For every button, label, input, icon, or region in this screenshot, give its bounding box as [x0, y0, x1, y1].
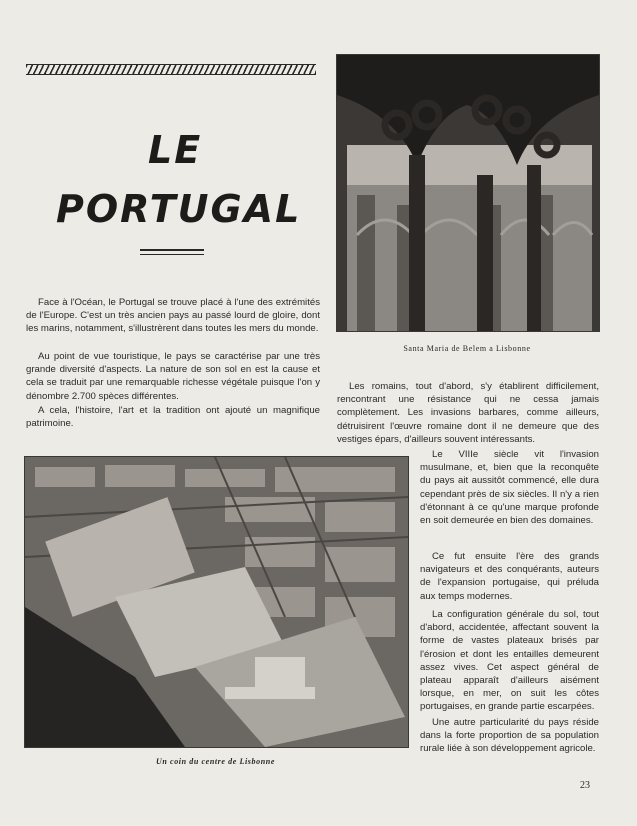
intro-paragraph-1: Face à l'Océan, le Portugal se trouve placé à l'une des extrémités de l'Europe. C'est un très ancien pays au passé lourd de gloire, dont les marins, notamment, s'illustrèrent dans toutes les mers du monde.	[26, 297, 320, 335]
body-paragraph-terrain: La configuration générale du sol, tout d'abord, accidentée, affectant souvent la forme de vastes plateaux brisés par l'érosion et dont les entailles demeurent assez vives. Cet aspect général de plateau apparaît d'ailleurs aisément lorsque, en mer, on suit les côtes portugaises, en grande partie escarpées.	[420, 609, 599, 713]
photo-caption-lisbon: Un coin du centre de Lisbonne	[156, 757, 275, 766]
title-line-2: PORTUGAL	[56, 187, 302, 231]
photo-caption-belem: Santa Maria de Belem a Lisbonne	[403, 344, 531, 353]
intro-paragraph-2: Au point de vue touristique, le pays se caractérise par une très grande diversité d'aspects. La nature de son sol en est la cause et cela se traduit par une remarquable richesse végétale puisque l'on y dénombre 2.700 spèces différentes.	[26, 351, 320, 402]
body-paragraph-invasion: Le VIIIe siècle vit l'invasion musulmane, et, bien que la reconquête du pays ait aussitôt commencé, elle dura cependant près de six siècles. Il n'y a rien d'étonnant à ce qu'une marque profonde en soit demeurée en bien des domaines.	[420, 449, 599, 527]
cloister-photo-image	[337, 55, 599, 331]
body-paragraph-rural: Une autre particularité du pays réside dans la forte proportion de sa population rurale liée à son développement agricole.	[420, 717, 599, 755]
body-paragraph-navigators: Ce fut ensuite l'ère des grands navigateurs et des conquérants, auteurs de l'expansion portugaise, qui préluda aux temps modernes.	[420, 551, 599, 602]
decorative-hatch-band	[26, 64, 316, 75]
title-underline	[140, 249, 204, 255]
intro-paragraph-3: A cela, l'histoire, l'art et la tradition ont ajouté un magnifique patrimoine.	[26, 405, 320, 430]
cloister-photo	[336, 54, 600, 332]
lisbon-aerial-image	[25, 457, 408, 747]
page-number: 23	[580, 780, 590, 791]
title-line-1: LE	[148, 128, 203, 172]
body-paragraph-romans: Les romains, tout d'abord, s'y établirent difficilement, rencontrant une résistance qui ne cessa jamais complètement. Les invasions barbares, comme ailleurs, détruisirent l'œuvre romaine dont il ne demeure que des vestiges épars, d'ailleurs souvent intéressants.	[337, 381, 599, 445]
lisbon-aerial-photo	[24, 456, 409, 748]
